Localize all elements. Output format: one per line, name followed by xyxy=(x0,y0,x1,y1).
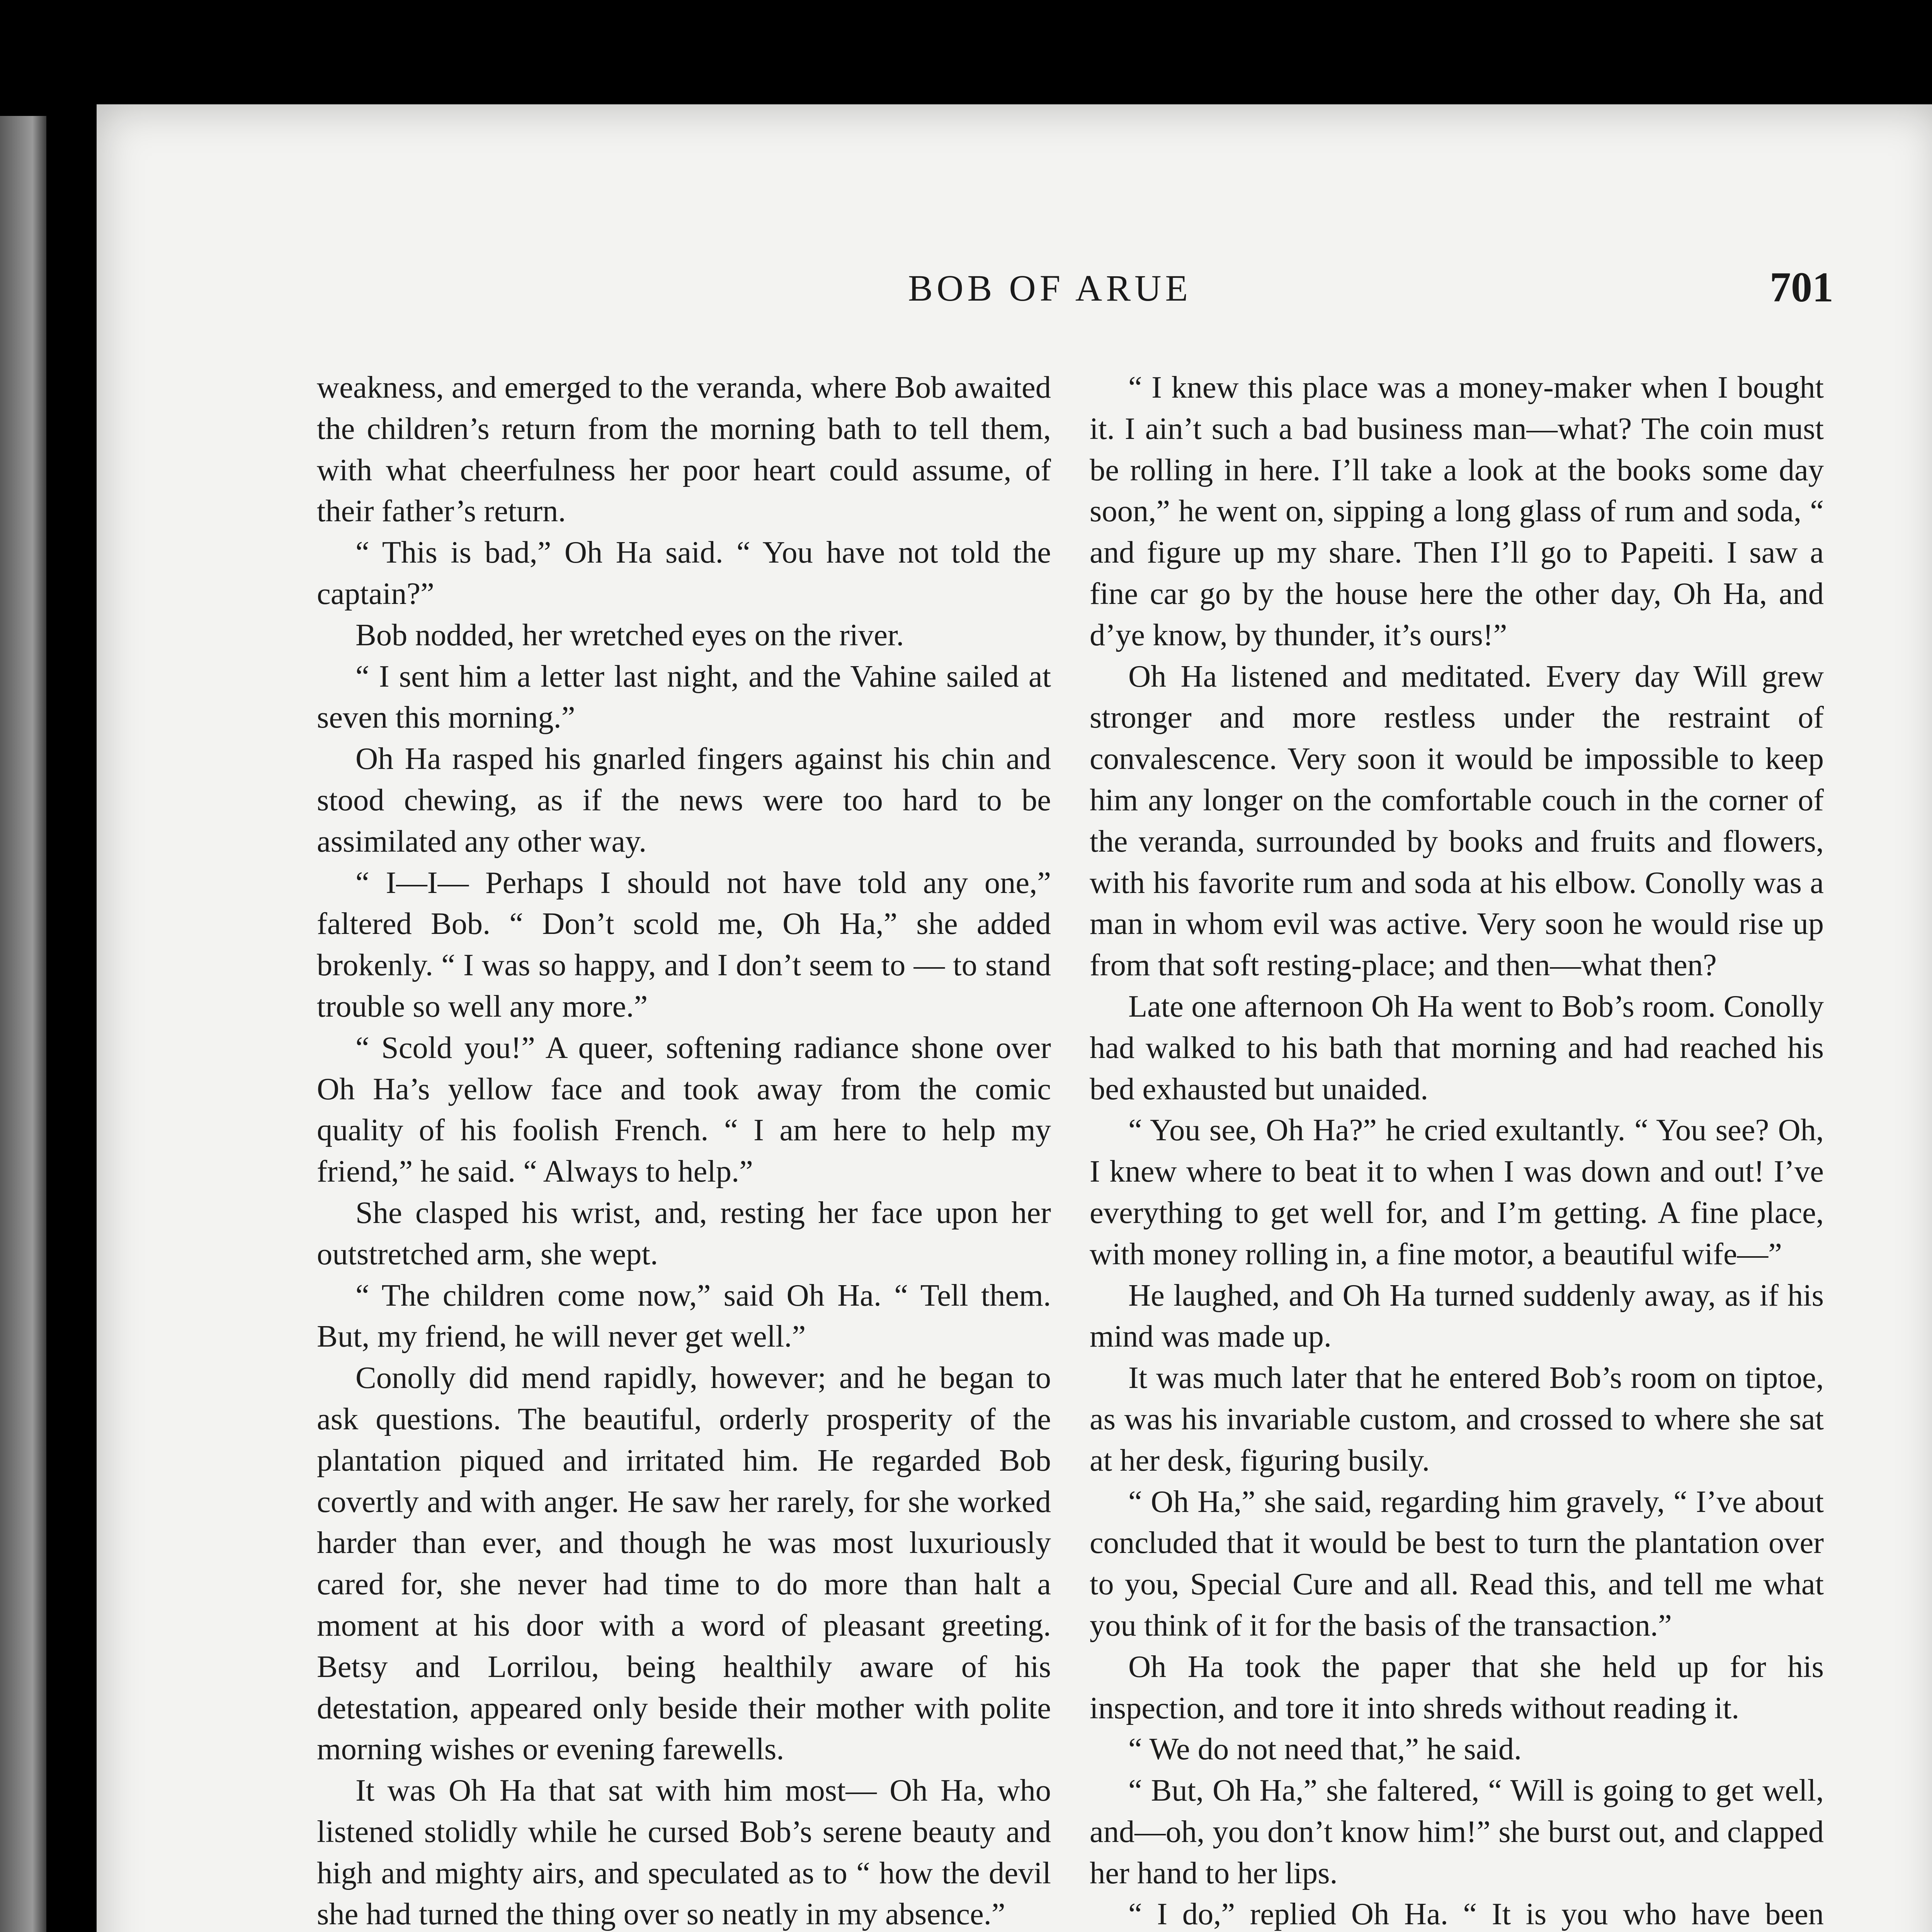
paragraph: “ But, Oh Ha,” she faltered, “ Will is going to get well, and—oh, you don’t know him!” she burst out, and clapped her hand to her lips. xyxy=(1090,1773,1824,1890)
paragraph: He laughed, and Oh Ha turned suddenly away, as if his mind was made up. xyxy=(1090,1278,1824,1354)
paragraph: “ I knew this place was a money-maker when I bought it. I ain’t such a bad business man—what? The coin must be rolling in here. I’ll take a look at the books some day soon,” he went on, sipping a long glass of rum and soda, “ and figure up my share. Then I’ll go to Papeiti. I saw a fine car go by the house here the other day, Oh Ha, and d’ye know, by thunder, it’s ours!” xyxy=(1090,370,1824,652)
paragraph: Oh Ha rasped his gnarled fingers against his chin and stood chewing, as if the news were too hard to be assimilated any other way. xyxy=(317,742,1051,859)
right-text-column xyxy=(1090,367,1824,1932)
paragraph: “ I—I— Perhaps I should not have told any one,” faltered Bob. “ Don’t scold me, Oh Ha,” she added brokenly. “ I was so happy, and I don’t seem to — to stand trouble so well any more.” xyxy=(317,865,1051,1024)
paragraph: Oh Ha listened and meditated. Every day Will grew stronger and more restless under the restraint of convalescence. Very soon it would be impossible to keep him any longer on the comfortable couch in the corner of the veranda, surrounded by books and fruits and flowers, with his favorite rum and soda at his elbow. Conolly was a man in whom evil was active. Very soon he would rise up from that soft resting-place; and then—what then? xyxy=(1090,659,1824,983)
running-title: BOB OF ARUE xyxy=(908,267,1192,309)
paragraph: “ I do,” replied Oh Ha. “ It is you who have been xyxy=(1128,1897,1824,1932)
paragraph: “ You see, Oh Ha?” he cried exultantly. “ You see? Oh, I knew where to beat it to when I was down and out! I’ve everything to get well for, and I’m getting. A fine place, with money rolling in, a fine motor, a beautiful wife—” xyxy=(1090,1113,1824,1271)
paragraph: “ I sent him a letter last night, and the Vahine sailed at seven this morning.” xyxy=(317,659,1051,735)
book-page xyxy=(97,104,1932,1932)
facing-page-edge xyxy=(0,116,46,1932)
paragraph: weakness, and emerged to the veranda, where Bob awaited the children’s return from the morning bath to tell them, with what cheerfulness her poor heart could assume, of their father’s return. xyxy=(317,370,1051,529)
paragraph: Conolly did mend rapidly, however; and he began to ask questions. The beautiful, orderly prosperity of the plantation piqued and irritated him. He regarded Bob covertly and with anger. He saw her rarely, for she worked harder than ever, and though he was most luxuriously cared for, she never had time to do more than halt a moment at his door with a word of pleasant greeting. Betsy and Lorrilou, being healthily aware of his detestation, appeared only beside their mother with polite morning wishes or evening farewells. xyxy=(317,1361,1051,1767)
paragraph: Bob nodded, her wretched eyes on the river. xyxy=(355,617,904,652)
paragraph: “ Oh Ha,” she said, regarding him gravely, “ I’ve about concluded that it would be best to turn the plantation over to you, Special Cure and all. Read this, and tell me what you think of it for the basis of the transaction.” xyxy=(1090,1484,1824,1643)
page-number: 701 xyxy=(1770,264,1833,311)
left-text-column xyxy=(317,367,1051,1932)
paragraph: It was Oh Ha that sat with him most— Oh Ha, who listened stolidly while he cursed Bob’s serene beauty and high and mighty airs, and speculated as to “ how the devil she had turned the thing over so neatly in my absence.” xyxy=(317,1773,1051,1932)
paragraph: Oh Ha took the paper that she held up for his inspection, and tore it into shreds without reading it. xyxy=(1090,1649,1824,1725)
paragraph: “ The children come now,” said Oh Ha. “ Tell them. But, my friend, he will never get well.” xyxy=(317,1278,1051,1354)
paragraph: Late one afternoon Oh Ha went to Bob’s room. Conolly had walked to his bath that morning and had reached his bed exhausted but unaided. xyxy=(1090,989,1824,1106)
paragraph: She clasped his wrist, and, resting her face upon her outstretched arm, she wept. xyxy=(317,1195,1051,1271)
page-header xyxy=(97,264,1932,328)
paragraph: “ This is bad,” Oh Ha said. “ You have not told the captain?” xyxy=(317,535,1051,611)
paragraph: “ Scold you!” A queer, softening radiance shone over Oh Ha’s yellow face and took away from the comic quality of his foolish French. “ I am here to help my friend,” he said. “ Always to help.” xyxy=(317,1030,1051,1189)
paragraph: “ We do not need that,” he said. xyxy=(1128,1732,1522,1767)
paragraph: It was much later that he entered Bob’s room on tiptoe, as was his invariable custom, and crossed to where she sat at her desk, figuring busily. xyxy=(1090,1361,1824,1478)
